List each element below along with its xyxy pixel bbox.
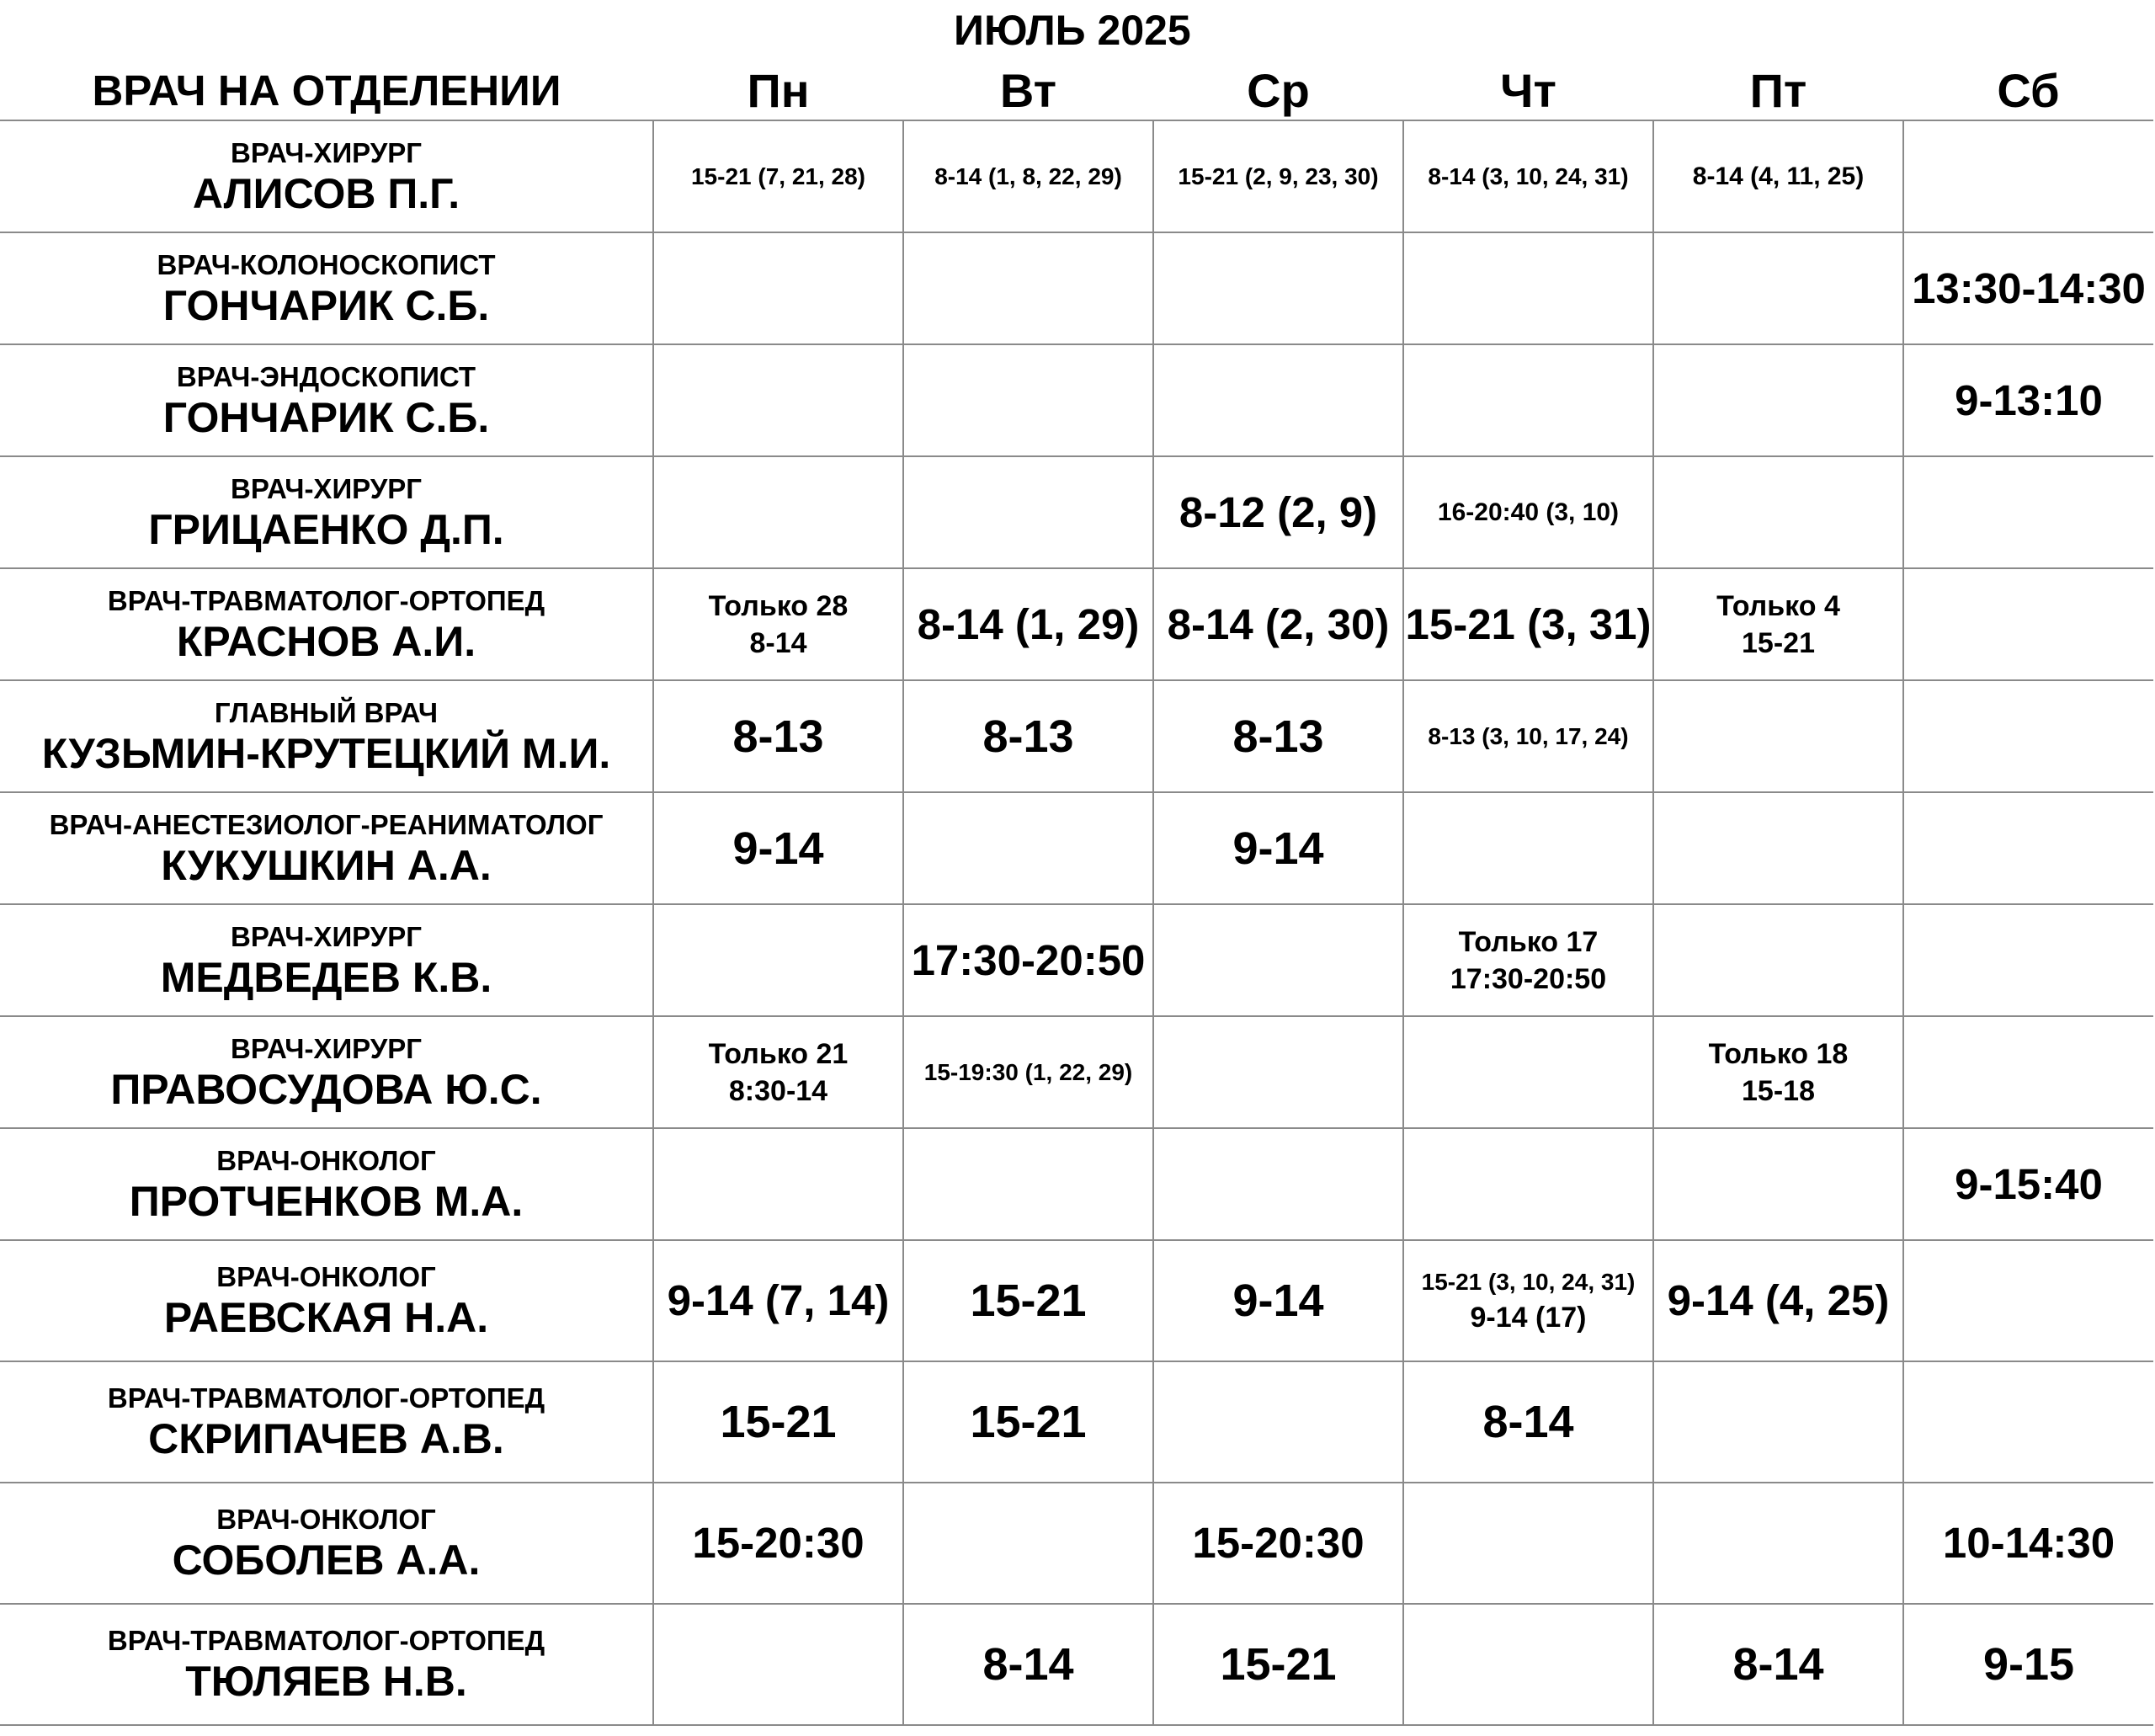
header-day-tue: Вт: [999, 64, 1057, 117]
doctor-cell: [0, 232, 653, 344]
schedule-hours: 9-14: [1232, 823, 1324, 874]
schedule-cell-tue: [903, 1128, 1153, 1240]
doctor-name: АЛИСОВ П.Г.: [192, 169, 460, 217]
schedule-hours: 8-13: [1232, 711, 1324, 762]
schedule-cell-wed: [1153, 344, 1403, 456]
schedule-hours: 15-20:30: [692, 1519, 865, 1567]
schedule-cell-thu: [1403, 792, 1653, 904]
table-row: [0, 456, 2153, 568]
schedule-cell-tue: [903, 120, 1153, 232]
schedule-hours: 9-14 (4, 25): [1667, 1276, 1890, 1324]
table-row: [0, 904, 2153, 1016]
doctor-cell: [0, 344, 653, 456]
doctor-role: ВРАЧ-ОНКОЛОГ: [216, 1261, 436, 1292]
schedule-cell-sat: [1903, 1483, 2153, 1604]
schedule-cell-thu: [1403, 1483, 1653, 1604]
schedule-cell-tue: [903, 456, 1153, 568]
schedule-hours: 8-13 (3, 10, 17, 24): [1428, 722, 1629, 749]
schedule-cell-tue: [903, 680, 1153, 792]
schedule-hours: 13:30-14:30: [1912, 264, 2146, 312]
schedule-hours: Только 4: [1716, 589, 1840, 622]
schedule-cell-wed: [1153, 120, 1403, 232]
schedule-cell-wed: [1153, 1483, 1403, 1604]
schedule-cell-tue: [903, 1016, 1153, 1128]
schedule-hours: 9-14 (7, 14): [667, 1276, 890, 1324]
table-row: [0, 1483, 2153, 1604]
table-row: [0, 792, 2153, 904]
schedule-cell-tue: [903, 792, 1153, 904]
schedule-cell-thu: [1403, 1128, 1653, 1240]
schedule-cell-mon: [653, 568, 903, 680]
schedule-cell-fri: [1653, 904, 1903, 1016]
schedule-cell-mon: [653, 456, 903, 568]
doctor-role: ВРАЧ-ХИРУРГ: [231, 1032, 422, 1064]
schedule-hours: 8-14: [749, 626, 807, 659]
schedule-cell-mon: [653, 1240, 903, 1361]
doctor-cell: [0, 456, 653, 568]
doctor-role: ВРАЧ-ЭНДОСКОПИСТ: [176, 360, 476, 392]
schedule-cell-fri: [1653, 1604, 1903, 1725]
schedule-hours: Только 28: [708, 589, 849, 622]
schedule-hours: 15-18: [1742, 1074, 1815, 1107]
table-row: [0, 1240, 2153, 1361]
doctor-name: МЕДВЕДЕВ К.В.: [160, 953, 492, 1001]
header-day-sat: Сб: [1997, 64, 2060, 117]
schedule-cell-sat: [1903, 792, 2153, 904]
schedule-cell-thu: [1403, 680, 1653, 792]
schedule-hours: 15-21 (3, 10, 24, 31): [1421, 1269, 1636, 1295]
table-row: [0, 1016, 2153, 1128]
schedule-hours: 15-21: [970, 1275, 1087, 1326]
doctor-role: ВРАЧ-ТРАВМАТОЛОГ-ОРТОПЕД: [107, 584, 545, 616]
schedule-table: [0, 120, 2153, 1726]
schedule-cell-wed: [1153, 1016, 1403, 1128]
doctor-role: ВРАЧ-ТРАВМАТОЛОГ-ОРТОПЕД: [107, 1625, 545, 1656]
doctor-role: ГЛАВНЫЙ ВРАЧ: [214, 696, 439, 728]
doctor-cell: [0, 792, 653, 904]
doctor-name: ГРИЦАЕНКО Д.П.: [148, 505, 504, 553]
schedule-cell-sat: [1903, 456, 2153, 568]
schedule-cell-thu: [1403, 1016, 1653, 1128]
doctor-cell: [0, 1483, 653, 1604]
doctor-cell: [0, 1604, 653, 1725]
schedule-cell-wed: [1153, 1128, 1403, 1240]
doctor-role: ВРАЧ-КОЛОНОСКОПИСТ: [157, 248, 496, 280]
schedule-cell-thu: [1403, 904, 1653, 1016]
schedule-cell-mon: [653, 232, 903, 344]
doctor-role: ВРАЧ-ХИРУРГ: [231, 920, 422, 952]
schedule-hours: 10-14:30: [1942, 1519, 2115, 1567]
schedule-cell-sat: [1903, 1016, 2153, 1128]
doctor-name: ПРОТЧЕНКОВ М.А.: [129, 1177, 524, 1225]
doctor-cell: [0, 120, 653, 232]
schedule-cell-mon: [653, 1604, 903, 1725]
schedule-cell-fri: [1653, 232, 1903, 344]
schedule-cell-fri: [1653, 1361, 1903, 1483]
schedule-hours: 8-13: [982, 711, 1074, 762]
schedule-hours: 9-13:10: [1955, 375, 2103, 424]
schedule-cell-sat: [1903, 1604, 2153, 1725]
header-day-thu: Чт: [1500, 64, 1556, 117]
table-row: [0, 680, 2153, 792]
table-row: [0, 120, 2153, 232]
schedule-cell-fri: [1653, 344, 1903, 456]
doctor-name: КРАСНОВ А.И.: [176, 617, 476, 665]
schedule-cell-wed: [1153, 568, 1403, 680]
doctor-name: ПРАВОСУДОВА Ю.С.: [110, 1065, 542, 1113]
header-doctor: ВРАЧ НА ОТДЕЛЕНИИ: [92, 67, 561, 114]
schedule-cell-mon: [653, 1128, 903, 1240]
schedule-hours: 8-14 (1, 29): [917, 599, 1140, 648]
schedule-cell-thu: [1403, 1361, 1653, 1483]
schedule-hours: 8:30-14: [728, 1074, 828, 1107]
table-row: [0, 1604, 2153, 1725]
schedule-hours: 8-12 (2, 9): [1179, 487, 1378, 536]
schedule-hours: 8-14 (4, 11, 25): [1692, 162, 1865, 190]
schedule-cell-tue: [903, 1240, 1153, 1361]
schedule-cell-sat: [1903, 568, 2153, 680]
doctor-cell: [0, 680, 653, 792]
schedule-cell-fri: [1653, 456, 1903, 568]
doctor-name: ГОНЧАРИК С.Б.: [162, 281, 490, 329]
doctor-cell: [0, 1361, 653, 1483]
schedule-cell-fri: [1653, 120, 1903, 232]
schedule-cell-mon: [653, 792, 903, 904]
schedule-cell-wed: [1153, 904, 1403, 1016]
schedule-cell-fri: [1653, 1016, 1903, 1128]
doctor-cell: [0, 1016, 653, 1128]
schedule-cell-mon: [653, 344, 903, 456]
doctor-name: СКРИПАЧЕВ А.В.: [148, 1415, 504, 1462]
doctor-name: ТЮЛЯЕВ Н.В.: [185, 1658, 467, 1705]
schedule-cell-tue: [903, 1604, 1153, 1725]
schedule-hours: 16-20:40 (3, 10): [1437, 498, 1620, 526]
schedule-hours: Только 18: [1708, 1037, 1849, 1070]
schedule-cell-fri: [1653, 1483, 1903, 1604]
schedule-cell-sat: [1903, 904, 2153, 1016]
schedule-hours: 9-14 (17): [1470, 1302, 1587, 1334]
schedule-cell-thu: [1403, 1604, 1653, 1725]
schedule-cell-mon: [653, 680, 903, 792]
schedule-hours: 15-19:30 (1, 22, 29): [923, 1058, 1133, 1085]
table-row: [0, 344, 2153, 456]
schedule-cell-thu: [1403, 568, 1653, 680]
schedule-cell-wed: [1153, 1240, 1403, 1361]
schedule-cell-mon: [653, 1016, 903, 1128]
schedule-cell-thu: [1403, 456, 1653, 568]
schedule-cell-fri: [1653, 792, 1903, 904]
header-day-fri: Пт: [1749, 64, 1807, 117]
schedule-cell-sat: [1903, 232, 2153, 344]
doctor-name: РАЕВСКАЯ Н.А.: [163, 1294, 489, 1341]
schedule-cell-thu: [1403, 232, 1653, 344]
schedule-cell-sat: [1903, 120, 2153, 232]
schedule-cell-tue: [903, 904, 1153, 1016]
schedule-cell-mon: [653, 1483, 903, 1604]
schedule-cell-sat: [1903, 344, 2153, 456]
schedule-hours: 15-21 (3, 31): [1405, 599, 1652, 648]
header-day-mon: Пн: [747, 64, 810, 117]
doctor-name: КУКУШКИН А.А.: [161, 841, 492, 889]
schedule-cell-sat: [1903, 1128, 2153, 1240]
schedule-hours: 15-20:30: [1192, 1519, 1365, 1567]
doctor-role: ВРАЧ-ОНКОЛОГ: [216, 1144, 436, 1176]
table-row: [0, 1361, 2153, 1483]
schedule-hours: 9-14: [732, 823, 824, 874]
schedule-cell-fri: [1653, 568, 1903, 680]
schedule-cell-thu: [1403, 344, 1653, 456]
schedule-cell-wed: [1153, 1361, 1403, 1483]
doctor-name: СОБОЛЕВ А.А.: [172, 1536, 481, 1584]
table-row: [0, 232, 2153, 344]
schedule-hours: Только 21: [708, 1037, 849, 1070]
schedule-hours: 8-14: [982, 1639, 1074, 1690]
doctor-role: ВРАЧ-ОНКОЛОГ: [216, 1504, 436, 1535]
schedule-hours: 8-14: [1732, 1639, 1824, 1690]
schedule-cell-sat: [1903, 1240, 2153, 1361]
doctor-cell: [0, 904, 653, 1016]
doctor-role: ВРАЧ-ТРАВМАТОЛОГ-ОРТОПЕД: [107, 1382, 545, 1414]
table-row: [0, 1128, 2153, 1240]
schedule-cell-fri: [1653, 1128, 1903, 1240]
schedule-cell-thu: [1403, 120, 1653, 232]
schedule-hours: 9-15: [1982, 1639, 2075, 1690]
schedule-hours: 15-21: [720, 1397, 837, 1447]
schedule-hours: 17:30-20:50: [911, 935, 1146, 984]
schedule-hours: 8-14 (2, 30): [1167, 599, 1390, 648]
schedule-cell-sat: [1903, 680, 2153, 792]
doctor-name: ГОНЧАРИК С.Б.: [162, 393, 490, 441]
schedule-cell-wed: [1153, 792, 1403, 904]
doctor-cell: [0, 1128, 653, 1240]
schedule-hours: 8-14 (3, 10, 24, 31): [1428, 162, 1629, 189]
schedule-hours: 9-14: [1232, 1275, 1324, 1326]
schedule-hours: 8-14 (1, 8, 22, 29): [934, 162, 1122, 189]
header-day-wed: Ср: [1247, 64, 1310, 117]
schedule-cell-mon: [653, 904, 903, 1016]
doctor-cell: [0, 568, 653, 680]
schedule-cell-tue: [903, 1483, 1153, 1604]
schedule-hours: Только 17: [1458, 925, 1599, 958]
schedule-cell-fri: [1653, 1240, 1903, 1361]
schedule-cell-wed: [1153, 1604, 1403, 1725]
schedule-cell-wed: [1153, 456, 1403, 568]
doctor-role: ВРАЧ-АНЕСТЕЗИОЛОГ-РЕАНИМАТОЛОГ: [49, 808, 604, 840]
schedule-hours: 15-21 (2, 9, 23, 30): [1178, 162, 1379, 189]
schedule-hours: 8-13: [732, 711, 824, 762]
table-row: [0, 568, 2153, 680]
schedule-title: ИЮЛЬ 2025: [954, 7, 1191, 54]
doctor-role: ВРАЧ-ХИРУРГ: [231, 136, 422, 168]
schedule-cell-tue: [903, 232, 1153, 344]
schedule-hours: 17:30-20:50: [1450, 962, 1607, 995]
schedule-cell-tue: [903, 1361, 1153, 1483]
schedule-hours: 15-21: [970, 1397, 1087, 1447]
schedule-hours: 9-15:40: [1955, 1159, 2103, 1208]
doctor-role: ВРАЧ-ХИРУРГ: [231, 472, 422, 504]
schedule-cell-mon: [653, 120, 903, 232]
schedule-cell-thu: [1403, 1240, 1653, 1361]
schedule-hours: 15-21: [1742, 626, 1815, 659]
schedule-cell-tue: [903, 568, 1153, 680]
doctor-name: КУЗЬМИН-КРУТЕЦКИЙ М.И.: [41, 729, 611, 777]
schedule-cell-wed: [1153, 232, 1403, 344]
schedule-hours: 15-21 (7, 21, 28): [690, 162, 866, 189]
schedule-cell-mon: [653, 1361, 903, 1483]
schedule-hours: 15-21: [1220, 1639, 1337, 1690]
schedule-hours: 8-14: [1482, 1397, 1574, 1447]
schedule-cell-wed: [1153, 680, 1403, 792]
doctor-cell: [0, 1240, 653, 1361]
schedule-cell-sat: [1903, 1361, 2153, 1483]
schedule-cell-fri: [1653, 680, 1903, 792]
schedule-cell-tue: [903, 344, 1153, 456]
